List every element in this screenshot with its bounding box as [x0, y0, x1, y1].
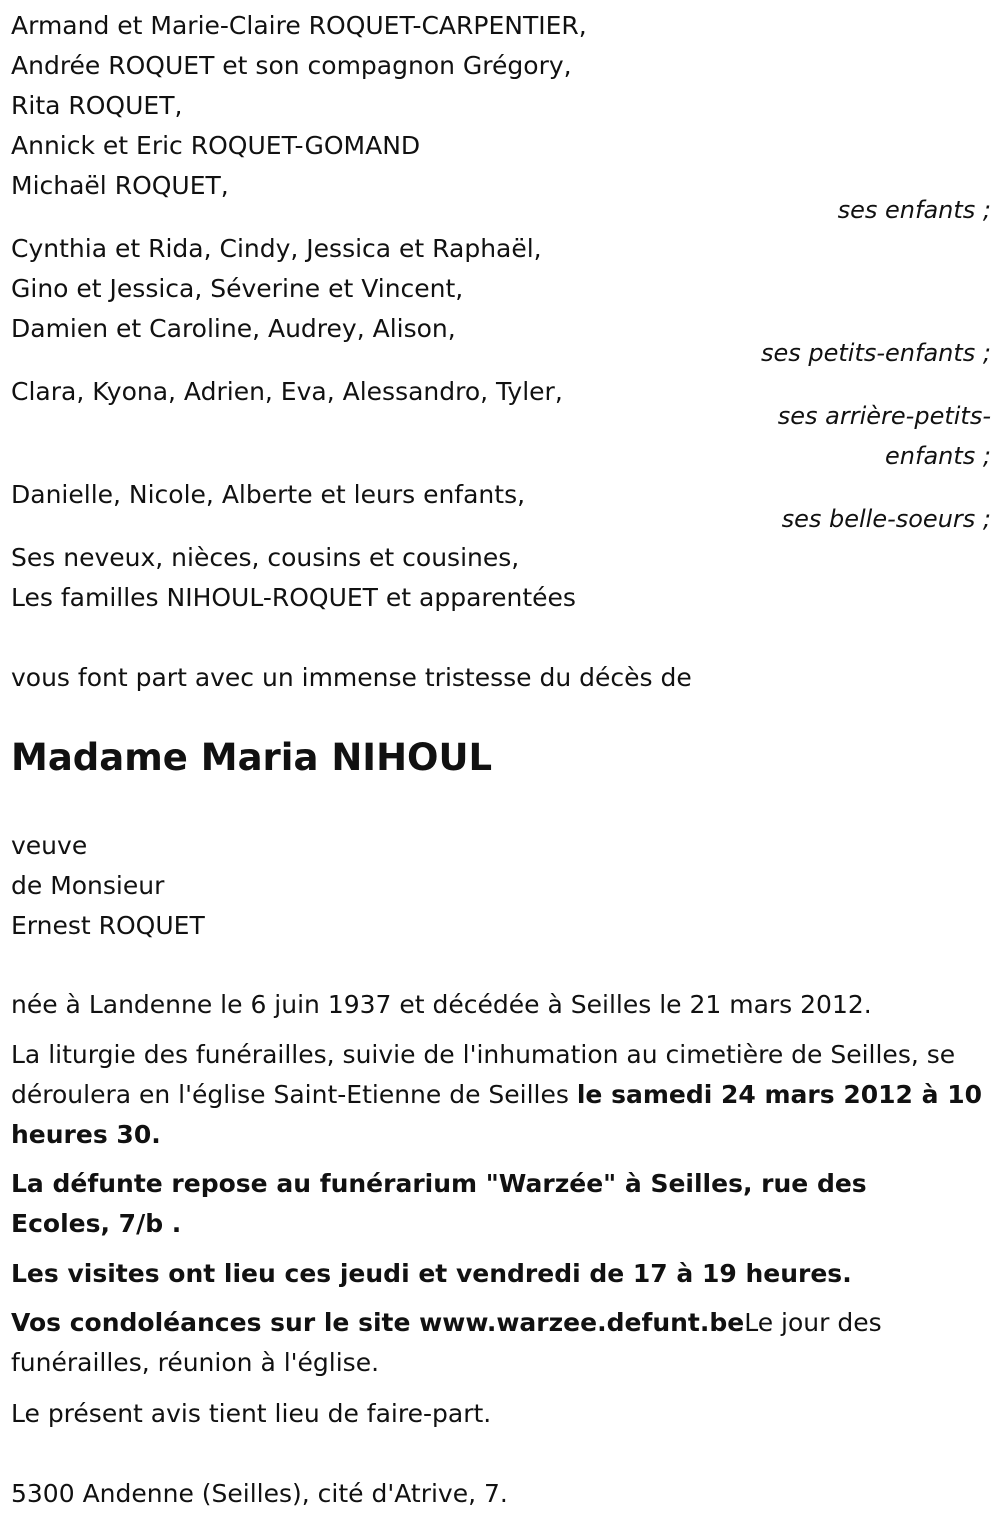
family-line: Armand et Marie-Claire ROQUET-CARPENTIER,	[11, 11, 587, 40]
liturgy-text: La liturgie des funérailles, suivie de l'inhumation au cimetière de Seilles, se déroulera en l'église Saint-Etienne de Seilles	[11, 1040, 956, 1109]
birth-death-text: née à Landenne le 6 juin 1937 et décédée à Seilles le 21 mars 2012.	[11, 990, 872, 1019]
family-line: Les familles NIHOUL-ROQUET et apparentées	[11, 583, 576, 612]
relation-label: ses enfants ;	[837, 196, 991, 224]
relation-label: ses petits-enfants ;	[760, 339, 991, 367]
relation-label: ses arrière-petits-	[777, 402, 991, 430]
liturgy-paragraph	[11, 1035, 991, 1155]
repose-text: La défunte repose au funérarium "Warzée" à Seilles, rue des Ecoles, 7/b .	[11, 1169, 867, 1238]
family-line: Michaël ROQUET,	[11, 171, 229, 200]
widow-line: veuve	[11, 831, 88, 860]
address-text: 5300 Andenne (Seilles), cité d'Atrive, 7.	[11, 1479, 508, 1508]
family-line: Gino et Jessica, Séverine et Vincent,	[11, 274, 464, 303]
faire-part-text: Le présent avis tient lieu de faire-part.	[11, 1399, 492, 1428]
condolences-link[interactable]: Vos condoléances sur le site www.warzee.defunt.be	[11, 1308, 745, 1337]
funeral-date: le samedi 24 mars 2012 à 10 heures 30.	[11, 1080, 982, 1149]
family-line: Clara, Kyona, Adrien, Eva, Alessandro, Tyler,	[11, 377, 563, 406]
family-line: Damien et Caroline, Audrey, Alison,	[11, 314, 456, 343]
family-line: Annick et Eric ROQUET-GOMAND	[11, 131, 421, 160]
condolences-paragraph	[11, 1303, 971, 1383]
relation-label: enfants ;	[885, 442, 991, 470]
family-line: Rita ROQUET,	[11, 91, 183, 120]
condolences-rest: Le jour des funérailles, réunion à l'église.	[11, 1308, 882, 1377]
family-line: Danielle, Nicole, Alberte et leurs enfants,	[11, 480, 526, 509]
visits-text: Les visites ont lieu ces jeudi et vendredi de 17 à 19 heures.	[11, 1259, 852, 1288]
family-line: Cynthia et Rida, Cindy, Jessica et Raphaël,	[11, 234, 542, 263]
family-line: Andrée ROQUET et son compagnon Grégory,	[11, 51, 572, 80]
deceased-name: Madame Maria NIHOUL	[11, 736, 493, 779]
announcement-text: vous font part avec un immense tristesse du décès de	[11, 663, 692, 692]
widow-line: de Monsieur	[11, 871, 165, 900]
relation-label: ses belle-soeurs ;	[781, 505, 991, 533]
widow-line: Ernest ROQUET	[11, 911, 205, 940]
family-line: Ses neveux, nièces, cousins et cousines,	[11, 543, 520, 572]
